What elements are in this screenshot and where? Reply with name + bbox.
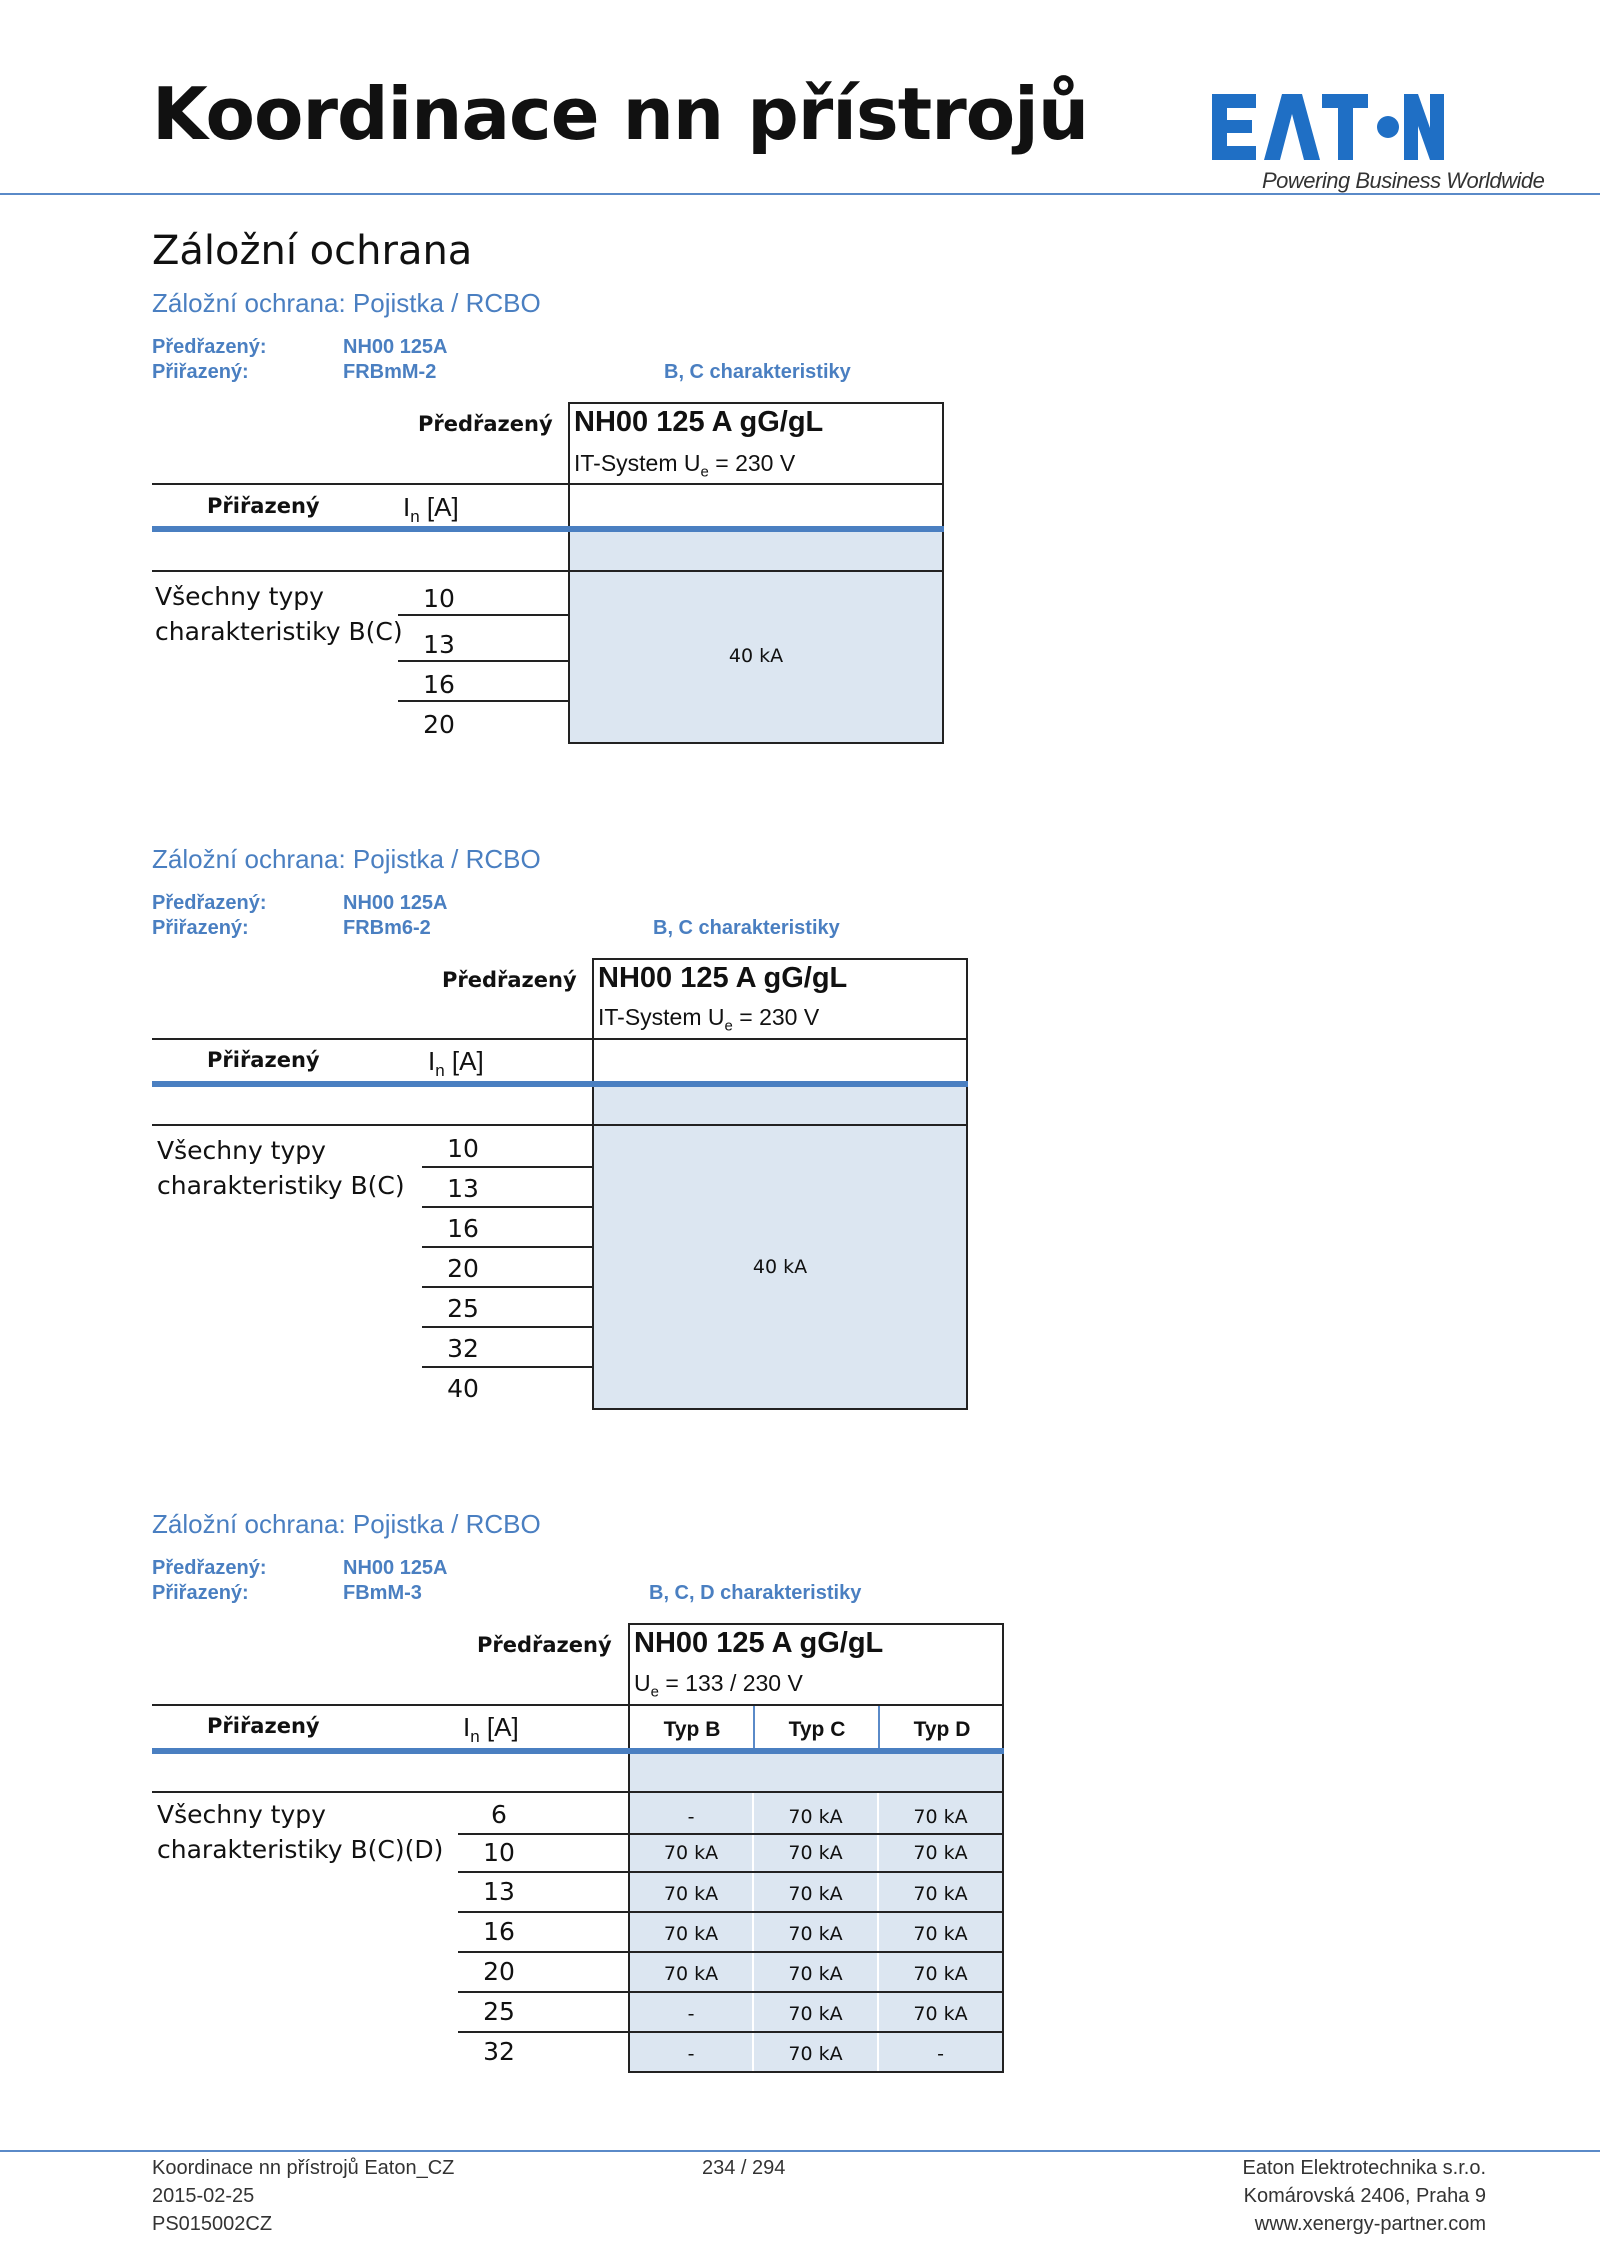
table-cell-b: 70 kA bbox=[663, 1923, 719, 1945]
section1-downstream-value: FRBmM-2 bbox=[343, 361, 437, 383]
section3-row-line bbox=[152, 1791, 628, 1793]
section1-system: IT-System $U_e = 230$ V bbox=[574, 450, 796, 481]
table-cell-c: 70 kA bbox=[788, 1842, 843, 1864]
section2-current: 13 bbox=[447, 1174, 479, 1203]
section2-current: 10 bbox=[447, 1134, 479, 1163]
section1-upstream-value: NH00 125A bbox=[343, 336, 448, 358]
section2-row-label-1: Všechny typy bbox=[157, 1136, 326, 1165]
section2-value: 40 kA bbox=[752, 1256, 808, 1278]
header-divider bbox=[0, 193, 1600, 195]
table-cell-c: 70 kA bbox=[788, 1883, 843, 1905]
section1-current: 20 bbox=[423, 710, 455, 739]
section2-row-line bbox=[152, 1124, 592, 1126]
section2-current-line bbox=[422, 1166, 592, 1168]
section2-current-line bbox=[422, 1246, 592, 1248]
section3-col-upstream: Předřazený bbox=[477, 1633, 612, 1657]
section3-type-b: Typ B bbox=[663, 1718, 721, 1741]
table-row-line bbox=[458, 1911, 1004, 1913]
section2-characteristics: B, C charakteristiky bbox=[653, 917, 840, 939]
section2-header-line bbox=[152, 1038, 968, 1040]
section3-upstream-value: NH00 125A bbox=[343, 1557, 448, 1579]
table-cell-c: 70 kA bbox=[788, 1806, 843, 1828]
table-cell-b: - bbox=[687, 2043, 695, 2065]
section2-subtitle: Záložní ochrana: Pojistka / RCBO bbox=[152, 844, 541, 874]
section2-col-upstream: Předřazený bbox=[442, 968, 577, 992]
footer-divider bbox=[0, 2150, 1600, 2152]
section1-in-label: $I_n$ [A] bbox=[403, 492, 459, 527]
section3-type-c: Typ C bbox=[788, 1718, 846, 1741]
table-row-line bbox=[458, 2031, 1004, 2033]
section2-col-downstream: Přiřazený bbox=[207, 1048, 320, 1072]
table-row-in: 13 bbox=[483, 1877, 515, 1906]
table-row-in: 6 bbox=[491, 1800, 507, 1829]
table-cell-d: 70 kA bbox=[913, 2003, 968, 2025]
table-row-in: 32 bbox=[483, 2037, 515, 2066]
section3-subtitle: Záložní ochrana: Pojistka / RCBO bbox=[152, 1509, 541, 1539]
section3-system: $U_e = 133 / 230$ V bbox=[634, 1670, 803, 1701]
section3-upstream-label: Předřazený: bbox=[152, 1557, 267, 1579]
table-cell-b: - bbox=[687, 2003, 695, 2025]
footer-company: Eaton Elektrotechnika s.r.o. bbox=[1242, 2157, 1486, 2179]
section1-current-line bbox=[398, 614, 568, 616]
section2-current: 32 bbox=[447, 1334, 479, 1363]
section3-characteristics: B, C, D charakteristiky bbox=[649, 1582, 862, 1604]
section2-current: 20 bbox=[447, 1254, 479, 1283]
section2-fill-line bbox=[592, 1124, 968, 1126]
table-row-line bbox=[458, 1951, 1004, 1953]
table-row-in: 25 bbox=[483, 1997, 515, 2026]
section3-row-label-2: charakteristiky B(C)(D) bbox=[157, 1835, 444, 1864]
section1-current: 13 bbox=[423, 630, 455, 659]
section3-downstream-label: Přiřazený: bbox=[152, 1582, 249, 1604]
section1-row-line bbox=[152, 570, 568, 572]
section1-col-downstream: Přiřazený bbox=[207, 494, 320, 518]
footer-doc: Koordinace nn přístrojů Eaton_CZ bbox=[152, 2157, 455, 2179]
section2-downstream-label: Přiřazený: bbox=[152, 917, 249, 939]
section1-fill-line bbox=[568, 570, 944, 572]
section2-value-fill bbox=[594, 1087, 966, 1408]
section2-current-line bbox=[422, 1366, 592, 1368]
section2-current: 40 bbox=[447, 1374, 479, 1403]
section3-in-label: $I_n$ [A] bbox=[463, 1712, 519, 1747]
section2-in-label: $I_n$ [A] bbox=[428, 1046, 484, 1081]
section1-col-upstream: Předřazený bbox=[418, 412, 553, 436]
table-cell-b: 70 kA bbox=[663, 1883, 719, 1905]
table-cell-d: 70 kA bbox=[913, 1883, 968, 1905]
table-cell-b: 70 kA bbox=[663, 1963, 719, 1985]
section2-current-line bbox=[422, 1326, 592, 1328]
section2-current: 25 bbox=[447, 1294, 479, 1323]
table-cell-d: 70 kA bbox=[913, 1842, 968, 1864]
section3-header-line bbox=[152, 1704, 1004, 1706]
table-cell-c: 70 kA bbox=[788, 2043, 843, 2065]
footer-web: www.xenergy-partner.com bbox=[1254, 2213, 1486, 2235]
section1-characteristics: B, C charakteristiky bbox=[664, 361, 851, 383]
section-heading: Záložní ochrana bbox=[152, 228, 473, 274]
section2-current: 16 bbox=[447, 1214, 479, 1243]
eaton-logo bbox=[1212, 94, 1444, 160]
section3-device: NH00 125 A gG/gL bbox=[634, 1627, 884, 1659]
section3-col-downstream: Přiřazený bbox=[207, 1714, 320, 1738]
section2-current-line bbox=[422, 1206, 592, 1208]
footer-left bbox=[152, 2154, 454, 2238]
footer-right bbox=[1100, 2154, 1486, 2238]
section2-system: IT-System $U_e = 230$ V bbox=[598, 1004, 820, 1035]
table-cell-c: 70 kA bbox=[788, 1923, 843, 1945]
section3-row-label-1: Všechny typy bbox=[157, 1800, 326, 1829]
section1-row-label-2: charakteristiky B(C) bbox=[155, 617, 403, 646]
section3-fill-line bbox=[628, 1791, 1004, 1793]
section3-downstream-value: FBmM-3 bbox=[343, 1582, 422, 1604]
section1-current-line bbox=[398, 660, 568, 662]
table-cell-d: 70 kA bbox=[913, 1963, 968, 1985]
section1-device: NH00 125 A gG/gL bbox=[574, 406, 824, 438]
section1-header-line bbox=[152, 483, 944, 485]
table-cell-d: - bbox=[937, 2043, 944, 2065]
footer-page: 234 / 294 bbox=[702, 2157, 786, 2179]
section3-type-d: Typ D bbox=[913, 1718, 971, 1741]
footer-address: Komárovská 2406, Praha 9 bbox=[1243, 2185, 1486, 2207]
section2-upstream-value: NH00 125A bbox=[343, 892, 448, 914]
table-cell-c: 70 kA bbox=[788, 2003, 843, 2025]
section1-downstream-label: Přiřazený: bbox=[152, 361, 249, 383]
table-cell-d: 70 kA bbox=[913, 1923, 968, 1945]
table-row-line bbox=[458, 1833, 1004, 1835]
footer-code: PS015002CZ bbox=[152, 2213, 273, 2235]
section2-device: NH00 125 A gG/gL bbox=[598, 962, 848, 994]
table-cell-d: 70 kA bbox=[913, 1806, 968, 1828]
table-row-in: 16 bbox=[483, 1917, 515, 1946]
section1-current: 16 bbox=[423, 670, 455, 699]
table-cell-b: - bbox=[687, 1806, 695, 1828]
section1-value: 40 kA bbox=[728, 645, 784, 667]
section1-subtitle: Záložní ochrana: Pojistka / RCBO bbox=[152, 288, 541, 318]
section2-current-line bbox=[422, 1286, 592, 1288]
table-cell-b: 70 kA bbox=[663, 1842, 719, 1864]
table-cell-c: 70 kA bbox=[788, 1963, 843, 1985]
table-row-line bbox=[458, 1991, 1004, 1993]
section2-row-label-2: charakteristiky B(C) bbox=[157, 1171, 405, 1200]
table-row-in: 10 bbox=[483, 1838, 515, 1867]
section1-current: 10 bbox=[423, 584, 455, 613]
section1-upstream-label: Předřazený: bbox=[152, 336, 267, 358]
section1-row-label-1: Všechny typy bbox=[155, 582, 324, 611]
footer-date: 2015-02-25 bbox=[152, 2185, 255, 2207]
page-title: Koordinace nn přístrojů bbox=[152, 72, 1089, 156]
section1-value-fill bbox=[570, 532, 942, 742]
section2-downstream-value: FRBm6-2 bbox=[343, 917, 431, 939]
section1-current-line bbox=[398, 700, 568, 702]
logo-tagline: Powering Business Worldwide bbox=[1262, 168, 1545, 193]
table-row-line bbox=[458, 1871, 1004, 1873]
table-row-in: 20 bbox=[483, 1957, 515, 1986]
section2-upstream-label: Předřazený: bbox=[152, 892, 267, 914]
